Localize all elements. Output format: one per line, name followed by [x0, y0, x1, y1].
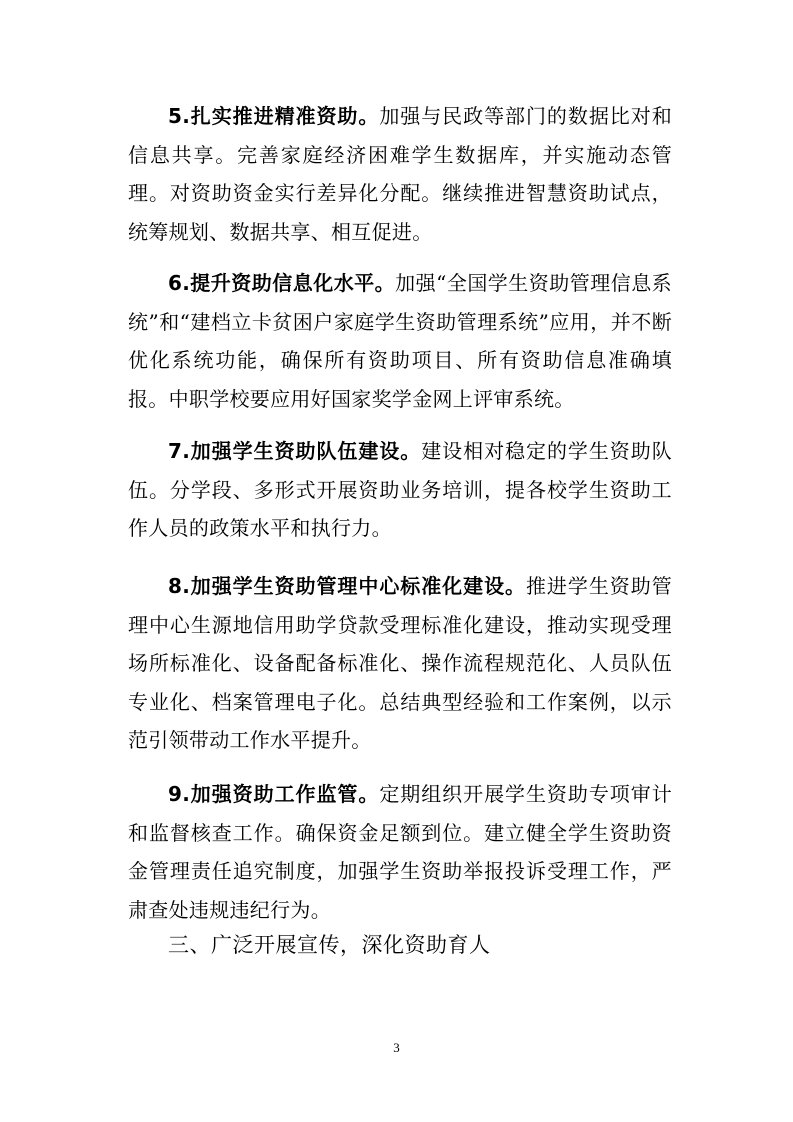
- paragraph-heading: 5.扎实推进精准资助。: [168, 104, 380, 128]
- page-number: 3: [393, 1040, 400, 1055]
- paragraph-body: 加强“全国学生资助管理信息系统”和“建档立卡贫困户家庭学生资助管理系统”应用，并不断优化系统功能，确保所有资助项目、所有资助信息准确填报。中职学校要应用好国家奖学金网上评审系统。: [128, 271, 672, 411]
- paragraph-body: 加强与民政等部门的数据比对和信息共享。完善家庭经济困难学生数据库，并实施动态管理。对资助资金实行差异化分配。继续推进智慧资助试点，统筹规划、数据共享、相互促进。: [128, 104, 672, 244]
- section-heading: 三、广泛开展宣传，深化资助育人: [168, 933, 491, 957]
- paragraph-body: 建设相对稳定的学生资助队伍。分学段、多形式开展资助业务培训，提各校学生资助工作人员的政策水平和执行力。: [128, 439, 672, 540]
- paragraph-heading: 6.提升资助信息化水平。: [168, 271, 396, 295]
- paragraph-supervision: [128, 775, 672, 929]
- paragraph-heading: 7.加强学生资助队伍建设。: [168, 439, 422, 463]
- paragraph-heading: 9.加强资助工作监管。: [168, 782, 380, 806]
- paragraph-precise-funding: [128, 97, 672, 251]
- paragraph-informatization: [128, 264, 672, 418]
- paragraph-body: 推进学生资助管理中心生源地信用助学贷款受理标准化建设，推动实现受理场所标准化、设备配备标准化、操作流程规范化、人员队伍专业化、档案管理电子化。总结典型经验和工作案例，以示范引领带动工作水平提升。: [128, 574, 672, 752]
- paragraph-team-building: [128, 432, 672, 548]
- paragraph-standardization: [128, 567, 672, 760]
- paragraph-heading: 8.加强学生资助管理中心标准化建设。: [168, 574, 526, 598]
- paragraph-body: 定期组织开展学生资助专项审计和监督核查工作。确保资金足额到位。建立健全学生资助资金管理责任追究制度，加强学生资助举报投诉受理工作，严肃查处违规违纪行为。: [128, 782, 672, 922]
